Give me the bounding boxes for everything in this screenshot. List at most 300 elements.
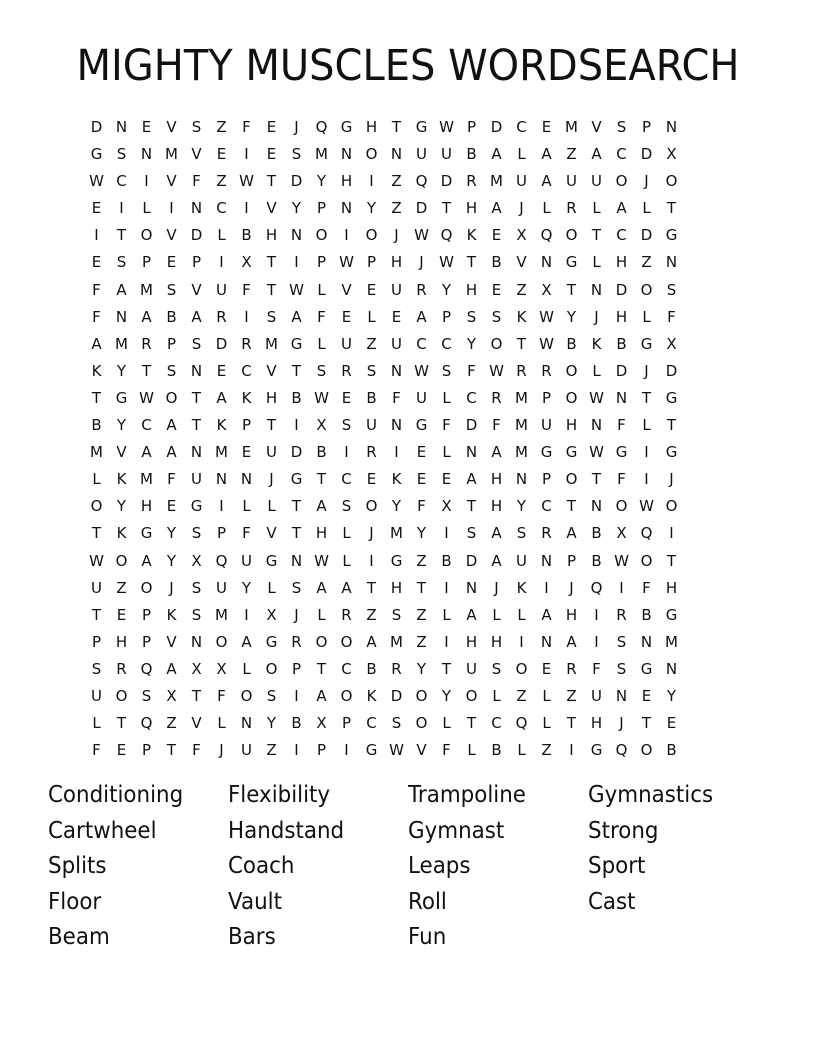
grid-cell[interactable]: I	[544, 578, 549, 597]
grid-cell[interactable]: I	[519, 632, 524, 651]
grid-cell[interactable]: O	[140, 226, 153, 245]
grid-cell[interactable]: T	[116, 226, 127, 245]
grid-cell[interactable]: Y	[166, 524, 177, 543]
grid-cell[interactable]: V	[166, 632, 177, 651]
grid-cell[interactable]: H	[615, 307, 628, 326]
grid-cell[interactable]: B	[291, 714, 302, 733]
grid-cell[interactable]: E	[166, 253, 177, 272]
grid-cell[interactable]: O	[565, 388, 578, 407]
grid-cell[interactable]: O	[140, 578, 153, 597]
grid-cell[interactable]: I	[144, 172, 149, 191]
grid-cell[interactable]: L	[642, 416, 651, 435]
grid-cell[interactable]: D	[290, 172, 303, 191]
grid-cell[interactable]: O	[215, 632, 228, 651]
grid-cell[interactable]: G	[265, 551, 278, 570]
grid-cell[interactable]: C	[441, 334, 452, 353]
grid-cell[interactable]: H	[590, 714, 603, 733]
grid-cell[interactable]: S	[316, 361, 327, 380]
grid-cell[interactable]: A	[316, 497, 327, 516]
grid-cell[interactable]: H	[490, 632, 503, 651]
grid-cell[interactable]: B	[466, 145, 477, 164]
grid-cell[interactable]: D	[290, 443, 303, 462]
grid-cell[interactable]: P	[316, 253, 327, 272]
grid-cell[interactable]: W	[489, 361, 504, 380]
grid-cell[interactable]: P	[291, 659, 302, 678]
grid-cell[interactable]: N	[290, 551, 303, 570]
grid-cell[interactable]: H	[465, 199, 478, 218]
grid-cell[interactable]: D	[465, 551, 478, 570]
grid-cell[interactable]: U	[366, 416, 377, 435]
grid-cell[interactable]: L	[467, 741, 476, 760]
grid-cell[interactable]: E	[116, 741, 127, 760]
grid-cell[interactable]: W	[589, 443, 604, 462]
grid-cell[interactable]: U	[541, 416, 552, 435]
grid-cell[interactable]: O	[365, 145, 378, 164]
grid-cell[interactable]: T	[91, 524, 102, 543]
grid-cell[interactable]: M	[140, 280, 153, 299]
grid-cell[interactable]: L	[642, 307, 651, 326]
grid-cell[interactable]: H	[140, 497, 153, 516]
grid-cell[interactable]: A	[166, 659, 177, 678]
grid-cell[interactable]: T	[416, 578, 427, 597]
grid-cell[interactable]: U	[341, 334, 352, 353]
grid-cell[interactable]: I	[569, 741, 574, 760]
grid-cell[interactable]: N	[665, 659, 678, 678]
grid-cell[interactable]: P	[316, 741, 327, 760]
grid-cell[interactable]: C	[116, 172, 127, 191]
grid-cell[interactable]: V	[591, 118, 602, 136]
grid-cell[interactable]: R	[116, 659, 127, 678]
grid-cell[interactable]: R	[541, 524, 552, 543]
grid-cell[interactable]: D	[665, 361, 678, 380]
grid-cell[interactable]: R	[341, 361, 352, 380]
grid-cell[interactable]: W	[339, 253, 354, 272]
grid-cell[interactable]: W	[239, 172, 254, 191]
grid-cell[interactable]: E	[141, 118, 152, 136]
grid-cell[interactable]: Y	[666, 686, 677, 705]
grid-cell[interactable]: E	[91, 199, 102, 218]
grid-cell[interactable]: Q	[615, 741, 628, 760]
grid-cell[interactable]: R	[141, 334, 152, 353]
grid-cell[interactable]: B	[491, 741, 502, 760]
grid-cell[interactable]: N	[190, 199, 203, 218]
grid-cell[interactable]: Y	[241, 578, 252, 597]
grid-cell[interactable]: N	[340, 199, 353, 218]
grid-cell[interactable]: Y	[366, 199, 377, 218]
grid-cell[interactable]: T	[91, 605, 102, 624]
grid-cell[interactable]: A	[141, 443, 152, 462]
grid-cell[interactable]: C	[341, 659, 352, 678]
grid-cell[interactable]: U	[91, 578, 102, 597]
grid-cell[interactable]: Y	[441, 280, 452, 299]
grid-cell[interactable]: Y	[416, 659, 427, 678]
grid-cell[interactable]: T	[191, 416, 202, 435]
grid-cell[interactable]: N	[615, 686, 628, 705]
grid-cell[interactable]: I	[344, 443, 349, 462]
grid-cell[interactable]: U	[466, 659, 477, 678]
grid-cell[interactable]: F	[617, 416, 626, 435]
grid-cell[interactable]: E	[491, 280, 502, 299]
grid-cell[interactable]: M	[515, 416, 528, 435]
grid-cell[interactable]: F	[242, 118, 251, 136]
grid-cell[interactable]: X	[191, 659, 202, 678]
grid-cell[interactable]: P	[216, 524, 227, 543]
grid-cell[interactable]: N	[390, 361, 403, 380]
grid-cell[interactable]: Z	[391, 172, 402, 191]
grid-cell[interactable]: T	[466, 714, 477, 733]
grid-cell[interactable]: N	[190, 361, 203, 380]
grid-cell[interactable]: K	[91, 361, 102, 380]
grid-cell[interactable]: U	[516, 551, 527, 570]
grid-cell[interactable]: M	[140, 470, 153, 489]
grid-cell[interactable]: D	[615, 280, 628, 299]
grid-cell[interactable]: W	[414, 361, 429, 380]
grid-cell[interactable]: P	[166, 334, 177, 353]
grid-cell[interactable]: T	[91, 388, 102, 407]
grid-cell[interactable]: T	[466, 253, 477, 272]
grid-cell[interactable]: S	[341, 416, 352, 435]
grid-cell[interactable]: E	[91, 253, 102, 272]
grid-cell[interactable]: X	[666, 334, 677, 353]
grid-cell[interactable]: K	[516, 578, 527, 597]
grid-cell[interactable]: O	[565, 470, 578, 489]
grid-cell[interactable]: N	[465, 443, 478, 462]
grid-cell[interactable]: V	[166, 172, 177, 191]
grid-cell[interactable]: U	[191, 470, 202, 489]
grid-cell[interactable]: T	[566, 280, 577, 299]
grid-cell[interactable]: N	[590, 280, 603, 299]
grid-cell[interactable]: N	[640, 632, 653, 651]
grid-cell[interactable]: S	[291, 145, 302, 164]
grid-cell[interactable]: Y	[416, 524, 427, 543]
grid-cell[interactable]: G	[140, 524, 153, 543]
grid-cell[interactable]: F	[317, 307, 326, 326]
grid-cell[interactable]: S	[366, 361, 377, 380]
grid-cell[interactable]: T	[166, 741, 177, 760]
grid-cell[interactable]: S	[391, 714, 402, 733]
grid-cell[interactable]: D	[440, 172, 453, 191]
grid-cell[interactable]: J	[644, 361, 649, 380]
grid-cell[interactable]: Q	[415, 172, 428, 191]
grid-cell[interactable]: O	[115, 686, 128, 705]
grid-cell[interactable]: A	[141, 307, 152, 326]
grid-cell[interactable]: T	[566, 714, 577, 733]
grid-cell[interactable]: N	[540, 253, 553, 272]
grid-cell[interactable]: X	[516, 226, 527, 245]
grid-cell[interactable]: O	[115, 551, 128, 570]
grid-cell[interactable]: B	[616, 334, 627, 353]
grid-cell[interactable]: Z	[216, 118, 227, 136]
grid-cell[interactable]: J	[169, 578, 174, 597]
grid-cell[interactable]: M	[515, 388, 528, 407]
grid-cell[interactable]: H	[490, 470, 503, 489]
grid-cell[interactable]: Y	[566, 307, 577, 326]
grid-cell[interactable]: I	[394, 443, 399, 462]
grid-cell[interactable]: I	[294, 416, 299, 435]
grid-cell[interactable]: K	[216, 416, 227, 435]
grid-cell[interactable]: R	[291, 632, 302, 651]
grid-cell[interactable]: E	[416, 443, 427, 462]
grid-cell[interactable]: I	[344, 741, 349, 760]
grid-cell[interactable]: W	[639, 497, 654, 516]
grid-cell[interactable]: S	[191, 578, 202, 597]
grid-cell[interactable]: H	[315, 524, 328, 543]
grid-cell[interactable]: C	[541, 497, 552, 516]
grid-cell[interactable]: J	[369, 524, 374, 543]
grid-cell[interactable]: D	[640, 145, 653, 164]
grid-cell[interactable]: E	[166, 497, 177, 516]
grid-cell[interactable]: B	[366, 388, 377, 407]
grid-cell[interactable]: G	[665, 605, 678, 624]
grid-cell[interactable]: T	[116, 714, 127, 733]
grid-cell[interactable]: B	[166, 307, 177, 326]
grid-cell[interactable]: S	[616, 632, 627, 651]
grid-cell[interactable]: O	[340, 686, 353, 705]
grid-cell[interactable]: E	[441, 470, 452, 489]
grid-cell[interactable]: M	[490, 172, 503, 191]
grid-cell[interactable]: B	[566, 334, 577, 353]
grid-cell[interactable]: R	[391, 659, 402, 678]
grid-cell[interactable]: V	[416, 741, 427, 760]
grid-cell[interactable]: C	[216, 199, 227, 218]
grid-cell[interactable]: T	[266, 416, 277, 435]
grid-cell[interactable]: A	[491, 524, 502, 543]
grid-cell[interactable]: A	[241, 632, 252, 651]
grid-cell[interactable]: I	[369, 172, 374, 191]
grid-cell[interactable]: J	[294, 605, 299, 624]
grid-cell[interactable]: O	[565, 226, 578, 245]
grid-cell[interactable]: D	[490, 118, 503, 136]
grid-cell[interactable]: A	[491, 199, 502, 218]
grid-cell[interactable]: J	[619, 714, 624, 733]
grid-cell[interactable]: F	[467, 361, 476, 380]
grid-cell[interactable]: X	[166, 686, 177, 705]
grid-cell[interactable]: C	[416, 334, 427, 353]
grid-cell[interactable]: G	[115, 388, 128, 407]
grid-cell[interactable]: H	[615, 253, 628, 272]
grid-cell[interactable]: Y	[166, 551, 177, 570]
grid-cell[interactable]: A	[416, 307, 427, 326]
grid-cell[interactable]: I	[619, 578, 624, 597]
grid-cell[interactable]: G	[265, 632, 278, 651]
grid-cell[interactable]: N	[590, 497, 603, 516]
grid-cell[interactable]: V	[266, 199, 277, 218]
grid-cell[interactable]: I	[244, 145, 249, 164]
grid-cell[interactable]: V	[516, 253, 527, 272]
grid-cell[interactable]: N	[665, 253, 678, 272]
grid-cell[interactable]: P	[141, 605, 152, 624]
grid-cell[interactable]: P	[541, 388, 552, 407]
grid-cell[interactable]: O	[515, 659, 528, 678]
grid-cell[interactable]: V	[191, 145, 202, 164]
grid-cell[interactable]: P	[91, 632, 102, 651]
grid-cell[interactable]: H	[490, 497, 503, 516]
grid-cell[interactable]: A	[191, 307, 202, 326]
grid-cell[interactable]: J	[394, 226, 399, 245]
grid-cell[interactable]: T	[666, 551, 677, 570]
grid-cell[interactable]: M	[165, 145, 178, 164]
grid-cell[interactable]: A	[166, 416, 177, 435]
grid-cell[interactable]: I	[294, 686, 299, 705]
grid-cell[interactable]: O	[365, 497, 378, 516]
grid-cell[interactable]: E	[391, 307, 402, 326]
grid-cell[interactable]: K	[116, 470, 127, 489]
grid-cell[interactable]: A	[491, 443, 502, 462]
grid-cell[interactable]: O	[615, 497, 628, 516]
grid-cell[interactable]: H	[465, 632, 478, 651]
grid-cell[interactable]: N	[540, 632, 553, 651]
grid-cell[interactable]: W	[89, 172, 104, 191]
grid-cell[interactable]: T	[141, 361, 152, 380]
grid-cell[interactable]: S	[466, 524, 477, 543]
grid-cell[interactable]: S	[391, 605, 402, 624]
grid-cell[interactable]: Z	[566, 686, 577, 705]
grid-cell[interactable]: L	[242, 497, 251, 516]
grid-cell[interactable]: B	[641, 605, 652, 624]
grid-cell[interactable]: L	[442, 443, 451, 462]
grid-cell[interactable]: G	[190, 497, 203, 516]
grid-cell[interactable]: E	[116, 605, 127, 624]
grid-cell[interactable]: T	[291, 524, 302, 543]
grid-cell[interactable]: T	[441, 659, 452, 678]
grid-cell[interactable]: S	[266, 686, 277, 705]
grid-cell[interactable]: I	[119, 199, 124, 218]
grid-cell[interactable]: N	[465, 578, 478, 597]
grid-cell[interactable]: I	[244, 605, 249, 624]
grid-cell[interactable]: I	[219, 497, 224, 516]
grid-cell[interactable]: I	[444, 524, 449, 543]
grid-cell[interactable]: O	[365, 226, 378, 245]
grid-cell[interactable]: U	[216, 280, 227, 299]
grid-cell[interactable]: U	[91, 686, 102, 705]
grid-cell[interactable]: A	[491, 145, 502, 164]
grid-cell[interactable]: Y	[466, 334, 477, 353]
grid-cell[interactable]: H	[565, 416, 578, 435]
grid-cell[interactable]: F	[642, 578, 651, 597]
grid-cell[interactable]: R	[541, 361, 552, 380]
grid-cell[interactable]: G	[665, 226, 678, 245]
grid-cell[interactable]: S	[166, 280, 177, 299]
grid-cell[interactable]: T	[441, 199, 452, 218]
grid-cell[interactable]: G	[290, 470, 303, 489]
grid-cell[interactable]: N	[190, 632, 203, 651]
grid-cell[interactable]: M	[390, 632, 403, 651]
grid-cell[interactable]: I	[244, 199, 249, 218]
grid-cell[interactable]: A	[466, 605, 477, 624]
grid-cell[interactable]: B	[91, 416, 102, 435]
grid-cell[interactable]: D	[640, 226, 653, 245]
grid-cell[interactable]: F	[417, 497, 426, 516]
grid-cell[interactable]: F	[442, 416, 451, 435]
grid-cell[interactable]: R	[566, 199, 577, 218]
grid-cell[interactable]: F	[442, 741, 451, 760]
grid-cell[interactable]: F	[92, 741, 101, 760]
grid-cell[interactable]: G	[415, 118, 428, 136]
grid-cell[interactable]: P	[366, 253, 377, 272]
grid-cell[interactable]: E	[266, 118, 277, 136]
grid-cell[interactable]: X	[241, 253, 252, 272]
grid-cell[interactable]: U	[566, 172, 577, 191]
grid-cell[interactable]: H	[265, 226, 278, 245]
grid-cell[interactable]: A	[566, 524, 577, 543]
grid-cell[interactable]: T	[266, 280, 277, 299]
grid-cell[interactable]: O	[565, 361, 578, 380]
grid-cell[interactable]: L	[317, 280, 326, 299]
grid-cell[interactable]: W	[439, 118, 454, 136]
grid-cell[interactable]: Y	[441, 686, 452, 705]
grid-cell[interactable]: G	[590, 741, 603, 760]
grid-cell[interactable]: Z	[416, 632, 427, 651]
grid-cell[interactable]: L	[317, 334, 326, 353]
grid-cell[interactable]: L	[517, 145, 526, 164]
grid-cell[interactable]: P	[241, 416, 252, 435]
grid-cell[interactable]: X	[616, 524, 627, 543]
grid-cell[interactable]: F	[167, 470, 176, 489]
grid-cell[interactable]: K	[366, 686, 377, 705]
grid-cell[interactable]: L	[317, 605, 326, 624]
grid-cell[interactable]: M	[265, 334, 278, 353]
grid-cell[interactable]: M	[215, 605, 228, 624]
grid-cell[interactable]: N	[240, 470, 253, 489]
grid-cell[interactable]: Q	[590, 578, 603, 597]
grid-cell[interactable]: S	[291, 578, 302, 597]
grid-cell[interactable]: Z	[416, 551, 427, 570]
grid-cell[interactable]: Z	[166, 714, 177, 733]
grid-cell[interactable]: X	[191, 551, 202, 570]
grid-cell[interactable]: D	[215, 334, 228, 353]
grid-cell[interactable]: Y	[116, 361, 127, 380]
grid-cell[interactable]: D	[190, 226, 203, 245]
grid-cell[interactable]: L	[442, 714, 451, 733]
grid-cell[interactable]: J	[269, 470, 274, 489]
grid-cell[interactable]: E	[366, 280, 377, 299]
grid-cell[interactable]: M	[665, 632, 678, 651]
grid-cell[interactable]: C	[141, 416, 152, 435]
grid-cell[interactable]: T	[641, 714, 652, 733]
grid-cell[interactable]: L	[542, 199, 551, 218]
grid-cell[interactable]: D	[415, 199, 428, 218]
grid-cell[interactable]: W	[539, 307, 554, 326]
grid-cell[interactable]: P	[441, 307, 452, 326]
grid-cell[interactable]: Y	[116, 416, 127, 435]
grid-cell[interactable]: T	[191, 686, 202, 705]
grid-cell[interactable]: Y	[516, 497, 527, 516]
grid-cell[interactable]: N	[665, 118, 678, 136]
grid-cell[interactable]: K	[516, 307, 527, 326]
grid-cell[interactable]: A	[366, 632, 377, 651]
grid-cell[interactable]: M	[90, 443, 103, 462]
grid-cell[interactable]: E	[541, 659, 552, 678]
grid-cell[interactable]: T	[391, 118, 402, 136]
grid-cell[interactable]: T	[316, 470, 327, 489]
grid-cell[interactable]: P	[641, 118, 652, 136]
grid-cell[interactable]: B	[591, 524, 602, 543]
grid-cell[interactable]: G	[565, 443, 578, 462]
grid-cell[interactable]: A	[541, 145, 552, 164]
grid-cell[interactable]: S	[191, 524, 202, 543]
grid-cell[interactable]: M	[115, 334, 128, 353]
grid-cell[interactable]: L	[542, 686, 551, 705]
grid-cell[interactable]: W	[314, 551, 329, 570]
grid-cell[interactable]: I	[344, 226, 349, 245]
grid-cell[interactable]: U	[591, 172, 602, 191]
grid-cell[interactable]: E	[266, 145, 277, 164]
grid-cell[interactable]: E	[341, 307, 352, 326]
grid-cell[interactable]: D	[615, 361, 628, 380]
grid-cell[interactable]: H	[465, 280, 478, 299]
grid-cell[interactable]: J	[294, 118, 299, 136]
grid-cell[interactable]: C	[516, 118, 527, 136]
